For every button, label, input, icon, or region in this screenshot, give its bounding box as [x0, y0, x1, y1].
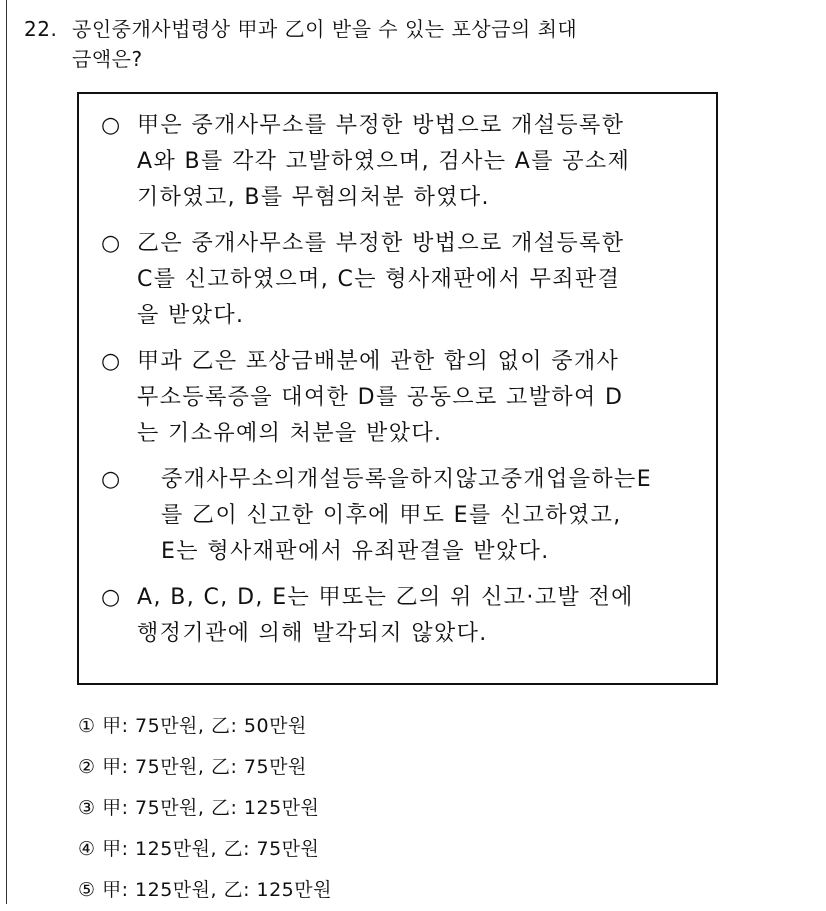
- condition-line: 는 기소유예의 처분을 받았다.: [137, 421, 443, 446]
- answer-option-1[interactable]: ① 甲: 75만원, 乙: 50만원: [78, 715, 307, 737]
- condition-item-3: [101, 344, 701, 452]
- condition-line: A, B, C, D, E는 甲또는 乙의 위 신고·고발 전에: [137, 585, 634, 610]
- bullet-circle-icon: ○: [101, 467, 122, 492]
- condition-line: C를 신고하였으며, C는 형사재판에서 무죄판결: [137, 267, 621, 292]
- answer-option-4[interactable]: ④ 甲: 125만원, 乙: 75만원: [78, 838, 320, 860]
- bullet-circle-icon: ○: [101, 231, 122, 256]
- condition-item-4: [101, 462, 701, 570]
- condition-line: E는 형사재판에서 유죄판결을 받았다.: [161, 539, 550, 564]
- question-stem: [24, 14, 744, 74]
- condition-line: 를 乙이 신고한 이후에 甲도 E를 신고하였고,: [161, 503, 622, 528]
- answer-option-5[interactable]: ⑤ 甲: 125만원, 乙: 125만원: [78, 879, 332, 901]
- condition-line: 甲과 乙은 포상금배분에 관한 합의 없이 중개사: [137, 349, 620, 374]
- question-text-line-2: 금액은?: [72, 47, 143, 71]
- condition-line: 乙은 중개사무소를 부정한 방법으로 개설등록한: [137, 231, 625, 256]
- answer-option-3[interactable]: ③ 甲: 75만원, 乙: 125만원: [78, 797, 320, 819]
- condition-line: A와 B를 각각 고발하였으며, 검사는 A를 공소제: [137, 149, 631, 174]
- condition-line: 무소등록증을 대여한 D를 공동으로 고발하여 D: [137, 385, 624, 410]
- question-text-line-1: 공인중개사법령상 甲과 乙이 받을 수 있는 포상금의 최대: [72, 17, 578, 41]
- condition-line: 기하였고, B를 무혐의처분 하였다.: [137, 185, 490, 210]
- page-left-rule: [6, 0, 7, 904]
- bullet-circle-icon: ○: [101, 113, 122, 138]
- condition-line: 을 받았다.: [137, 303, 245, 328]
- conditions-box: [77, 92, 718, 685]
- condition-item-5: [101, 580, 701, 652]
- bullet-circle-icon: ○: [101, 585, 122, 610]
- condition-line: 중개사무소의개설등록을하지않고중개업을하는E: [161, 467, 652, 492]
- condition-line: 행정기관에 의해 발각되지 않았다.: [137, 621, 488, 646]
- answer-options: [78, 706, 678, 911]
- bullet-circle-icon: ○: [101, 349, 122, 374]
- condition-item-1: [101, 108, 701, 216]
- condition-line: 甲은 중개사무소를 부정한 방법으로 개설등록한: [137, 113, 625, 138]
- answer-option-2[interactable]: ② 甲: 75만원, 乙: 75만원: [78, 756, 307, 778]
- question-number: 22.: [24, 17, 58, 41]
- condition-item-2: [101, 226, 701, 334]
